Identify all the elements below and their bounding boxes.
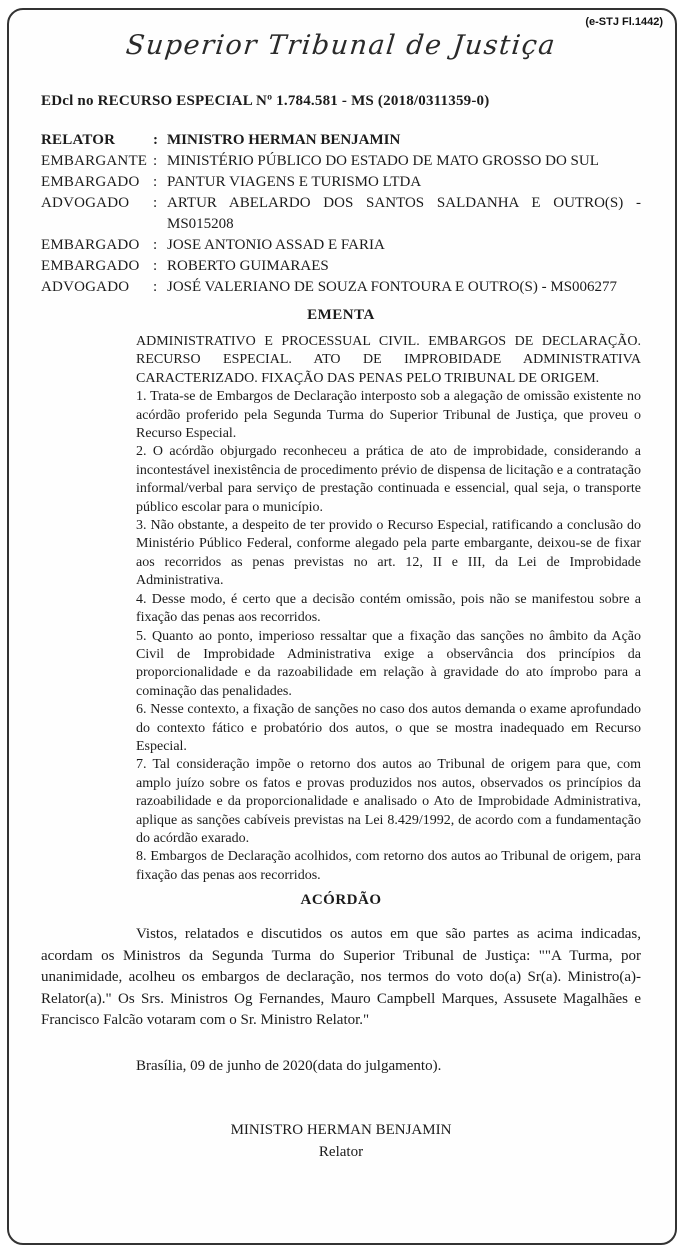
party-label: EMBARGADO [41,237,140,253]
party-row-embargado [41,235,641,256]
party-row-embargado [41,256,641,277]
party-value: MINISTRO HERMAN BENJAMIN [167,132,401,148]
signature-role: Relator [318,1143,364,1160]
party-colon: : [153,195,158,211]
party-colon: : [153,132,158,148]
document-page [7,8,677,1245]
party-value: MINISTÉRIO PÚBLICO DO ESTADO DE MATO GROSSO DO SUL [167,153,599,169]
ementa-heading: EMENTA [307,307,375,323]
party-label: RELATOR [41,132,116,148]
party-row-embargante [41,151,641,172]
judgment-date-line: Brasília, 09 de junho de 2020(data do julgamento). [136,1057,442,1074]
acordao-heading: ACÓRDÃO [300,892,382,909]
party-colon: : [153,237,158,253]
acordao-body [41,924,641,1032]
party-colon: : [153,174,158,190]
ementa-paragraph: 1. Trata-se de Embargos de Declaração interposto sob a alegação de omissão existente no acórdão proferido pela Segunda Turma do Superior Tribunal de Justiça, que proveu o Recurso Especial. [136,389,641,442]
ementa-paragraph: 8. Embargos de Declaração acolhidos, com retorno dos autos ao Tribunal de origem, para fixação das penas aos recorridos. [136,849,641,883]
ementa-body [136,333,641,885]
acordao-paragraph: Vistos, relatados e discutidos os autos em que são partes as acima indicadas, acordam os Ministros da Segunda Turma do Superior Tribunal de Justiça: ""A Turma, por unanimidade, acolheu os embargos de declaração, nos termos do voto do(a) Sr(a). Ministro(a)-Relator(a)." Os Srs. Ministros Og Fernandes, Mauro Campbell Marques, Assusete Magalhães e Francisco Falcão votaram com o Sr. Ministro Relator." [41,926,641,1029]
party-label: EMBARGANTE [41,153,148,169]
party-colon: : [153,258,158,274]
party-label: EMBARGADO [41,258,140,274]
ementa-paragraph: ADMINISTRATIVO E PROCESSUAL CIVIL. EMBARGOS DE DECLARAÇÃO. RECURSO ESPECIAL. ATO DE IMPROBIDADE ADMINISTRATIVA CARACTERIZADO. FIXAÇÃO DAS PENAS PELO TRIBUNAL DE ORIGEM. [136,334,641,386]
ementa-paragraph: 6. Nesse contexto, a fixação de sanções no caso dos autos demanda o exame aprofundado do contexto fático e probatório dos autos, o que se mostra inadequado em Recurso Especial. [136,702,641,754]
party-colon: : [153,279,158,295]
party-value: JOSÉ VALERIANO DE SOUZA FONTOURA E OUTRO(S) - MS006277 [167,279,618,295]
signature-block [41,1119,641,1163]
party-row-advogado [41,277,641,298]
ementa-paragraph: 5. Quanto ao ponto, imperioso ressaltar que a fixação das sanções no âmbito da Ação Civil de Improbidade Administrativa exige a observância dos princípios da proporcionalidade e da razoabilidade em relação à gravidade do ato ímprobo para a cominação das penalidades. [136,628,641,699]
party-colon: : [153,153,158,169]
court-letterhead: Superior Tribunal de Justiça [124,30,558,61]
party-label: EMBARGADO [41,174,140,190]
party-row-embargado [41,172,641,193]
ementa-paragraph: 4. Desse modo, é certo que a decisão contém omissão, pois não se manifestou sobre a fixação das penas aos recorridos. [136,591,641,626]
case-title: EDcl no RECURSO ESPECIAL Nº 1.784.581 - MS (2018/0311359-0) [41,93,490,109]
party-row-relator [41,130,641,151]
parties-block [41,130,641,298]
signature-name: MINISTRO HERMAN BENJAMIN [230,1121,452,1138]
party-value: PANTUR VIAGENS E TURISMO LTDA [167,174,422,190]
party-label: ADVOGADO [41,195,130,211]
ementa-paragraph: 3. Não obstante, a despeito de ter provido o Recurso Especial, ratificando a conclusão do Ministério Público Federal, conforme alegado pela parte embargante, deixou-se de fixar aos recorridos as penas previstas no art. 12, II e III, da Lei de Improbidade Administrativa. [136,518,641,589]
ementa-paragraph: 7. Tal consideração impõe o retorno dos autos ao Tribunal de origem para que, com amplo juízo sobre os fatos e provas produzidos nos autos, observados os princípios da razoabilidade e da proporcionalidade e analisado o Ato de Improbidade Administrativa, aplique as sanções cabíveis previstas na Lei 8.429/1992, de acordo com a fundamentação do acórdão exarado. [136,757,641,846]
ementa-paragraph: 2. O acórdão objurgado reconheceu a prática de ato de improbidade, considerando a incontestável inexistência de procedimento prévio de dispensa de licitação e a contratação informal/verbal para serviço de prestação continuada e essencial, qual seja, o transporte público escolar para o município. [136,444,641,515]
party-value: JOSE ANTONIO ASSAD E FARIA [167,237,385,253]
party-value: ARTUR ABELARDO DOS SANTOS SALDANHA E OUTRO(S) - MS015208 [167,195,641,232]
party-value: ROBERTO GUIMARAES [167,258,329,274]
folio-number: (e-STJ Fl.1442) [585,16,663,28]
party-row-advogado [41,193,641,235]
party-label: ADVOGADO [41,279,130,295]
